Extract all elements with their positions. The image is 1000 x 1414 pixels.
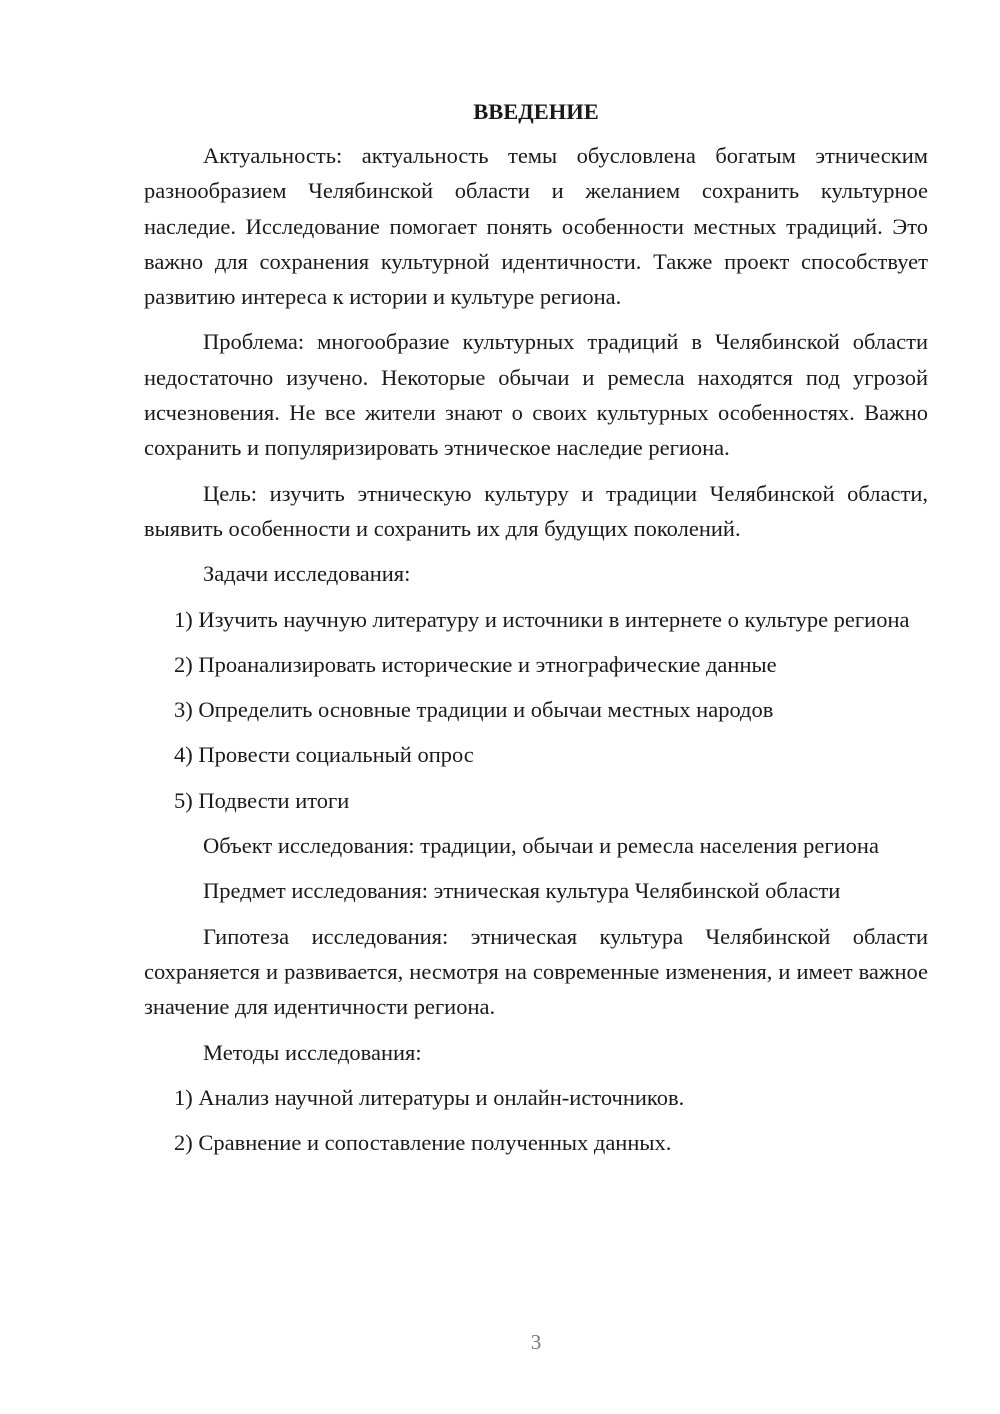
relevance-paragraph: Актуальность: актуальность темы обусловлена богатым этническим разнообразием Челябинской области и желанием сохранить культурное наследие. Исследование помогает понять особенности местных традиций. Это важно для сохранения культурной идентичности. Также проект способствует развитию интереса к истории и культуре региона. xyxy=(144,143,928,310)
document-page xyxy=(144,94,928,1170)
object-paragraph: Объект исследования: традиции, обычаи и ремесла населения региона xyxy=(203,833,879,859)
page-number: 3 xyxy=(530,1330,542,1354)
method-item-2: 2) Сравнение и сопоставление полученных данных. xyxy=(174,1130,672,1156)
section-heading: ВВЕДЕНИЕ xyxy=(473,99,599,124)
method-item-1: 1) Анализ научной литературы и онлайн-источников. xyxy=(174,1084,685,1110)
task-item-1: 1) Изучить научную литературу и источники в интернете о культуре региона xyxy=(174,606,910,632)
tasks-heading: Задачи исследования: xyxy=(203,561,411,587)
problem-paragraph: Проблема: многообразие культурных традиций в Челябинской области недостаточно изучено. Некоторые обычаи и ремесла находятся под угрозой исчезновения. Не все жители знают о своих культурных особенностях. Важно сохранить и популяризировать этническое наследие региона. xyxy=(144,329,928,461)
methods-heading: Методы исследования: xyxy=(203,1039,422,1065)
subject-paragraph: Предмет исследования: этническая культура Челябинской области xyxy=(203,878,841,904)
goal-paragraph: Цель: изучить этническую культуру и традиции Челябинской области, выявить особенности и сохранить их для будущих поколений. xyxy=(144,480,928,541)
task-item-4: 4) Провести социальный опрос xyxy=(174,742,474,768)
hypothesis-paragraph: Гипотеза исследования: этническая культура Челябинской области сохраняется и развивается, несмотря на современные изменения, и имеет важное значение для идентичности региона. xyxy=(144,923,928,1020)
task-item-2: 2) Проанализировать исторические и этнографические данные xyxy=(174,651,777,677)
task-item-5: 5) Подвести итоги xyxy=(174,787,350,813)
task-item-3: 3) Определить основные традиции и обычаи местных народов xyxy=(174,697,774,723)
